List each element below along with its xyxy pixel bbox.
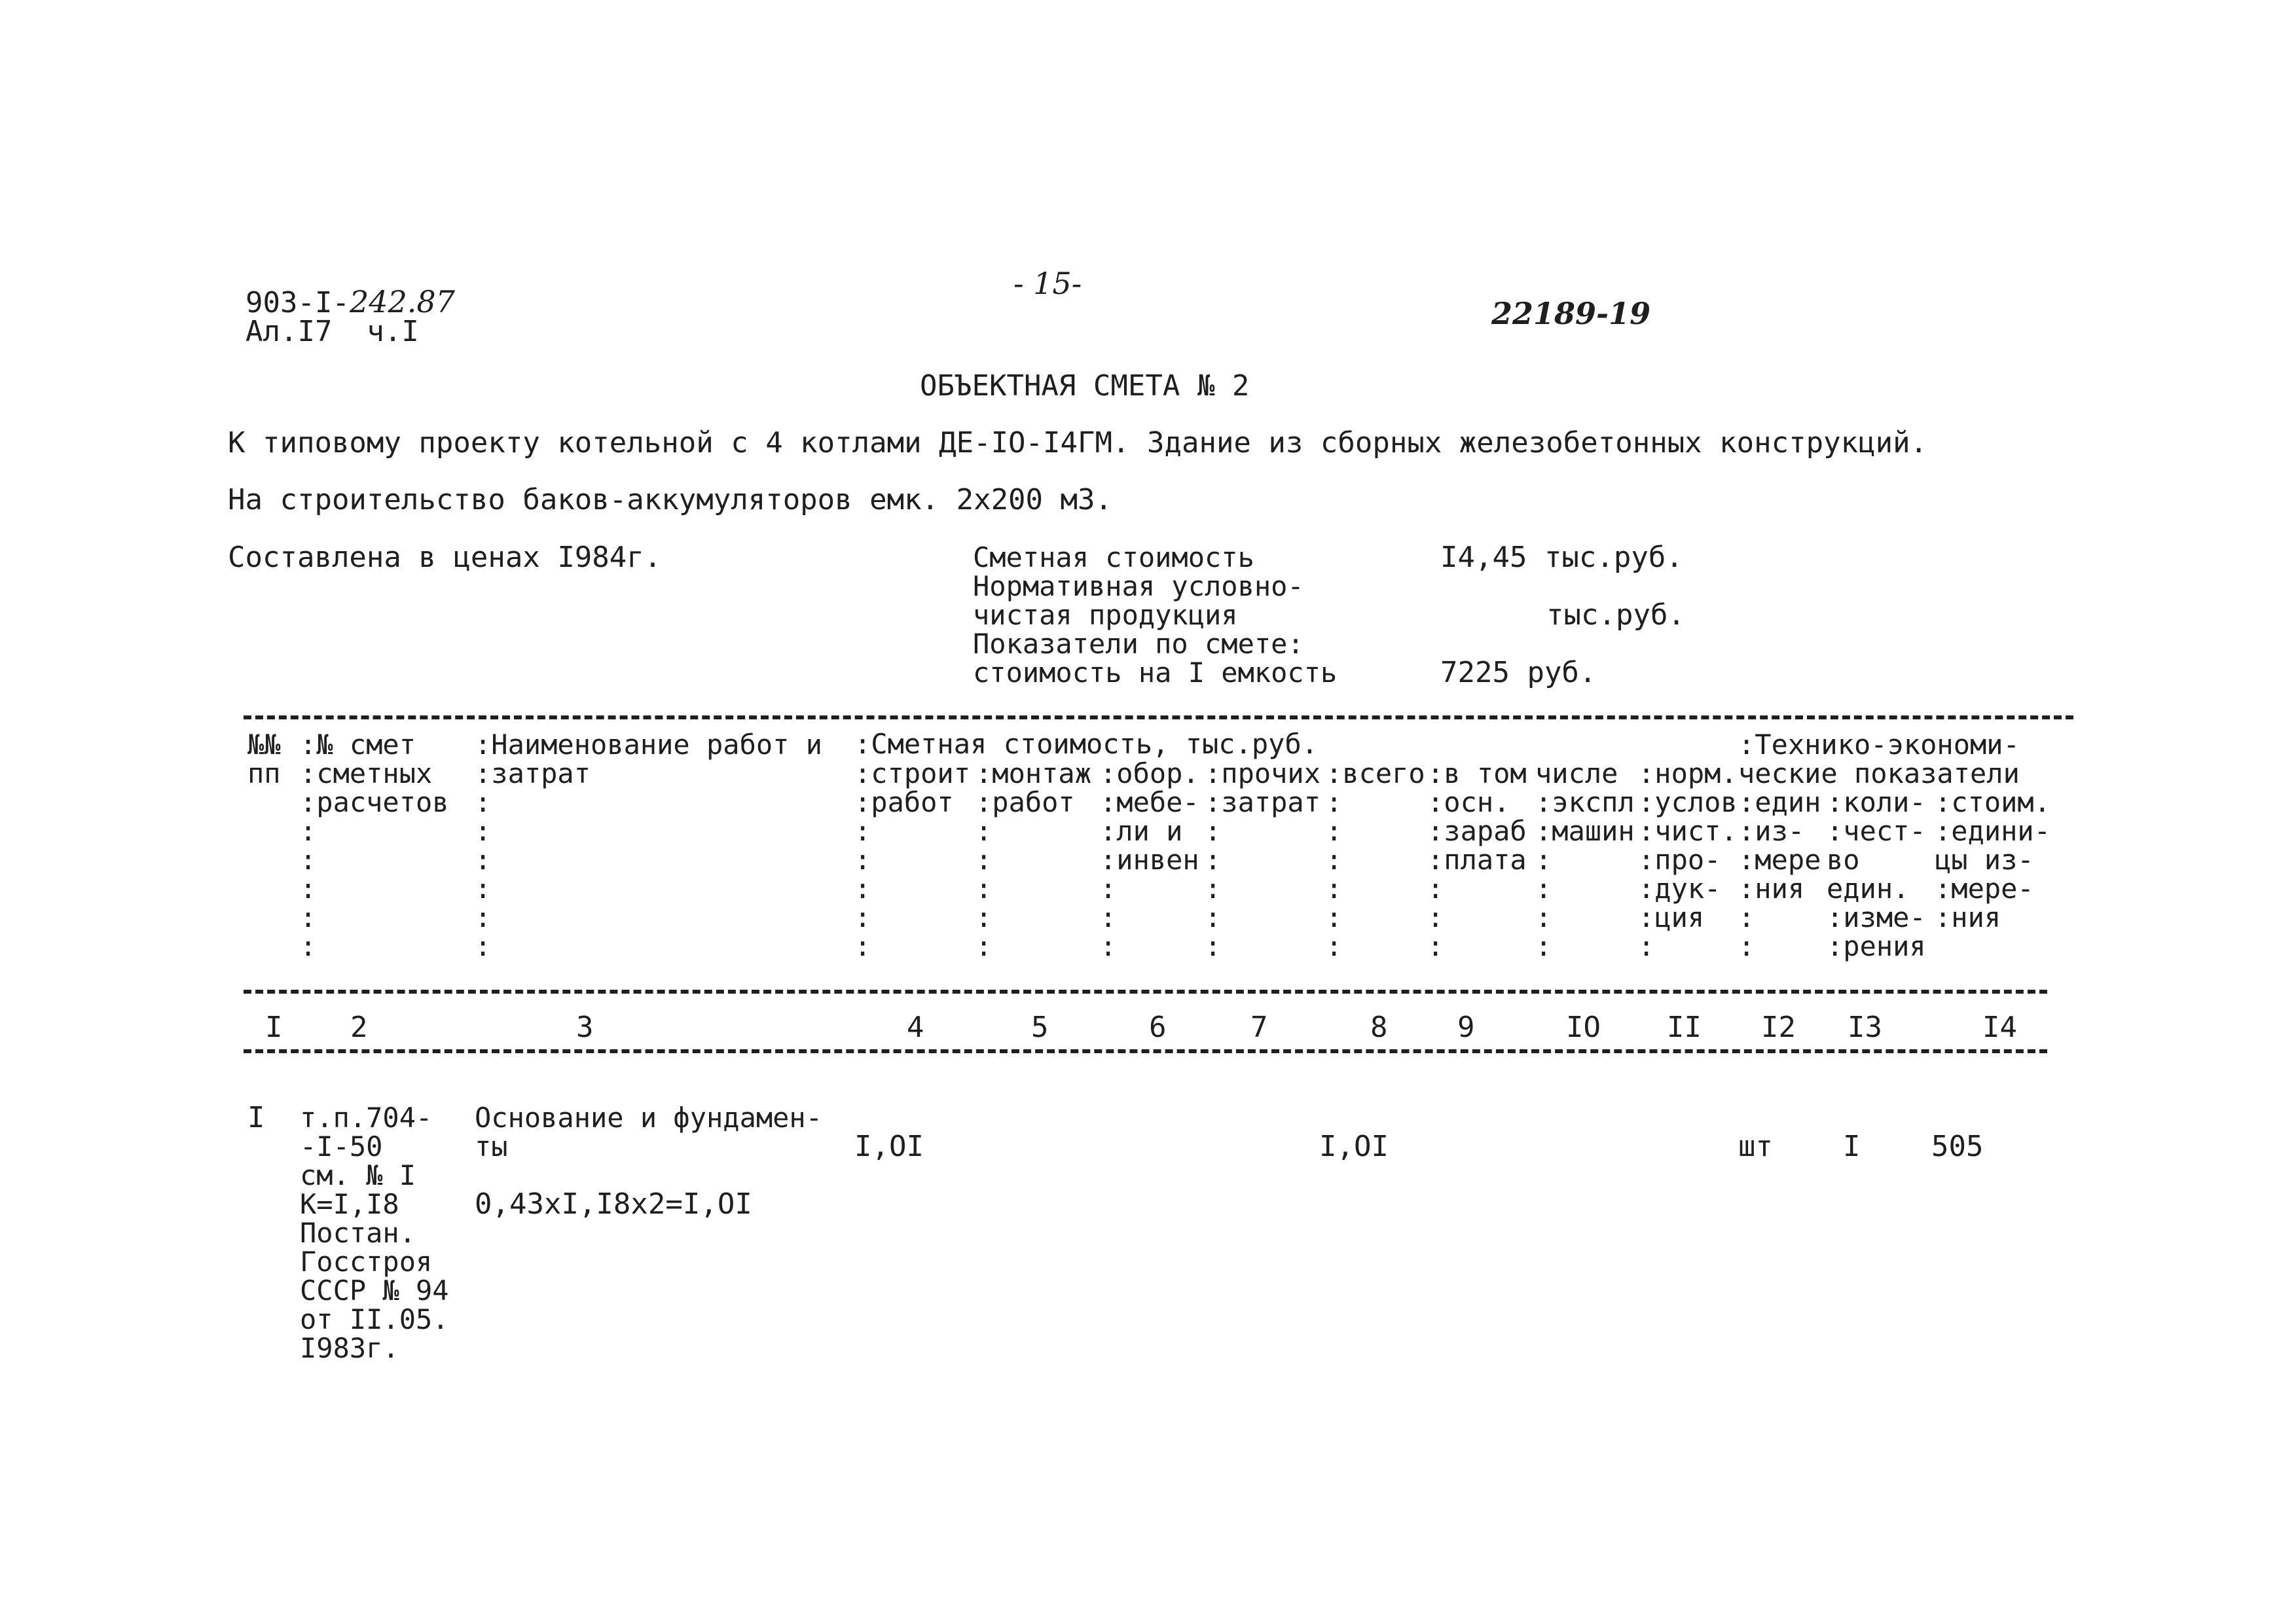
page-number: - 15- bbox=[1013, 266, 1082, 301]
album-sheet: Ал.I7 ч.I bbox=[246, 315, 419, 348]
document-title: ОБЪЕКТНАЯ СМЕТА № 2 bbox=[920, 369, 1250, 403]
document-code-print: 903-I- bbox=[246, 286, 350, 319]
header-equipment: :обор. :мебе- :ли и :инвен : : : bbox=[1100, 757, 1199, 962]
header-quantity: :коли- :чест- во един. :изме- :рения bbox=[1827, 786, 1926, 962]
work-name: Основание и фундамен- ты bbox=[475, 1102, 823, 1163]
prices-note: Составлена в ценах I984г. bbox=[228, 541, 662, 574]
construction-description: На строительство баков-аккумуляторов емк. 2х200 м3. bbox=[228, 483, 1113, 516]
column-number: I2 bbox=[1761, 1011, 1796, 1044]
header-net-product: :норм. :услов :чист. :про- :дук- :ция : bbox=[1638, 757, 1738, 962]
column-number: 7 bbox=[1250, 1011, 1268, 1044]
column-number: 2 bbox=[350, 1011, 368, 1044]
calculation-formula: 0,43хI,I8х2=I,OI bbox=[475, 1187, 752, 1221]
column-number: I bbox=[265, 1011, 283, 1044]
unit-cost-value: 505 bbox=[1931, 1130, 1984, 1163]
column-number: 6 bbox=[1149, 1011, 1167, 1044]
header-basic-wages: :в том :осн. :зараб :плата : : : bbox=[1427, 757, 1527, 962]
header-installation-works: :монтаж :работ : : : : : bbox=[975, 757, 1092, 962]
column-numbers-rule bbox=[244, 1049, 2047, 1053]
column-number: 4 bbox=[907, 1011, 924, 1044]
document-code bbox=[246, 284, 455, 319]
header-construction-works: :строит :работ : : : : : bbox=[854, 757, 971, 962]
quantity-value: I bbox=[1843, 1130, 1861, 1163]
column-number: I4 bbox=[1982, 1011, 2017, 1044]
column-number: 5 bbox=[1031, 1011, 1049, 1044]
estimated-cost-value: I4,45 тыс.руб. bbox=[1440, 541, 1683, 574]
row-number: I bbox=[247, 1101, 265, 1134]
header-tech-economic-group: :Технико-экономи- ческие показатели bbox=[1738, 729, 2020, 789]
header-estimated-cost-group: :Сметная стоимость, тыс.руб. bbox=[854, 728, 1319, 760]
estimate-reference: т.п.704- -I-50 см. № I К=I,I8 Постан. Госстроя СССР № 94 от II.05. I983г. bbox=[300, 1102, 449, 1364]
document-code-handwritten: 242.87 bbox=[349, 284, 455, 319]
header-estimate-number: :№ смет :сметных :расчетов : : : : : bbox=[300, 729, 449, 962]
table-top-rule bbox=[244, 715, 2073, 719]
column-number: 3 bbox=[576, 1011, 594, 1044]
total-value: I,OI bbox=[1319, 1130, 1389, 1163]
column-number: I3 bbox=[1848, 1011, 1882, 1044]
column-number: 8 bbox=[1370, 1011, 1388, 1044]
net-product-value: тыс.руб. bbox=[1546, 598, 1685, 632]
header-bottom-rule bbox=[244, 990, 2047, 994]
header-total: :всего : : : : : : bbox=[1326, 757, 1425, 962]
project-description: К типовому проекту котельной с 4 котлами ДЕ-IO-I4ГМ. Здание из сборных железобетонных конструкций. bbox=[228, 426, 1928, 460]
header-unit-of-measure: :един :из- :мере :ния : : bbox=[1738, 786, 1821, 962]
header-work-name: :Наименование работ и :затрат : : : : : : bbox=[475, 729, 823, 962]
registration-number: 22189-19 bbox=[1491, 296, 1651, 331]
column-number: IO bbox=[1566, 1011, 1601, 1044]
column-number: II bbox=[1667, 1011, 1702, 1044]
header-unit-cost: :стоим. :едини- цы из- :мере- :ния bbox=[1935, 786, 2051, 933]
cost-per-unit-value: 7225 руб. bbox=[1440, 656, 1597, 689]
header-machine-operation: числе :экспл :машин : : : : bbox=[1535, 757, 1635, 962]
construction-works-value: I,OI bbox=[854, 1130, 924, 1163]
column-number: 9 bbox=[1457, 1011, 1475, 1044]
summary-labels: Сметная стоимость Нормативная условно- чистая продукция Показатели по смете: стоимость на I емкость bbox=[973, 541, 1338, 689]
header-other-costs: :прочих :затрат : : : : : bbox=[1205, 757, 1321, 962]
header-row-number: №№ пп bbox=[247, 729, 281, 789]
unit-of-measure-value: шт bbox=[1738, 1130, 1773, 1163]
